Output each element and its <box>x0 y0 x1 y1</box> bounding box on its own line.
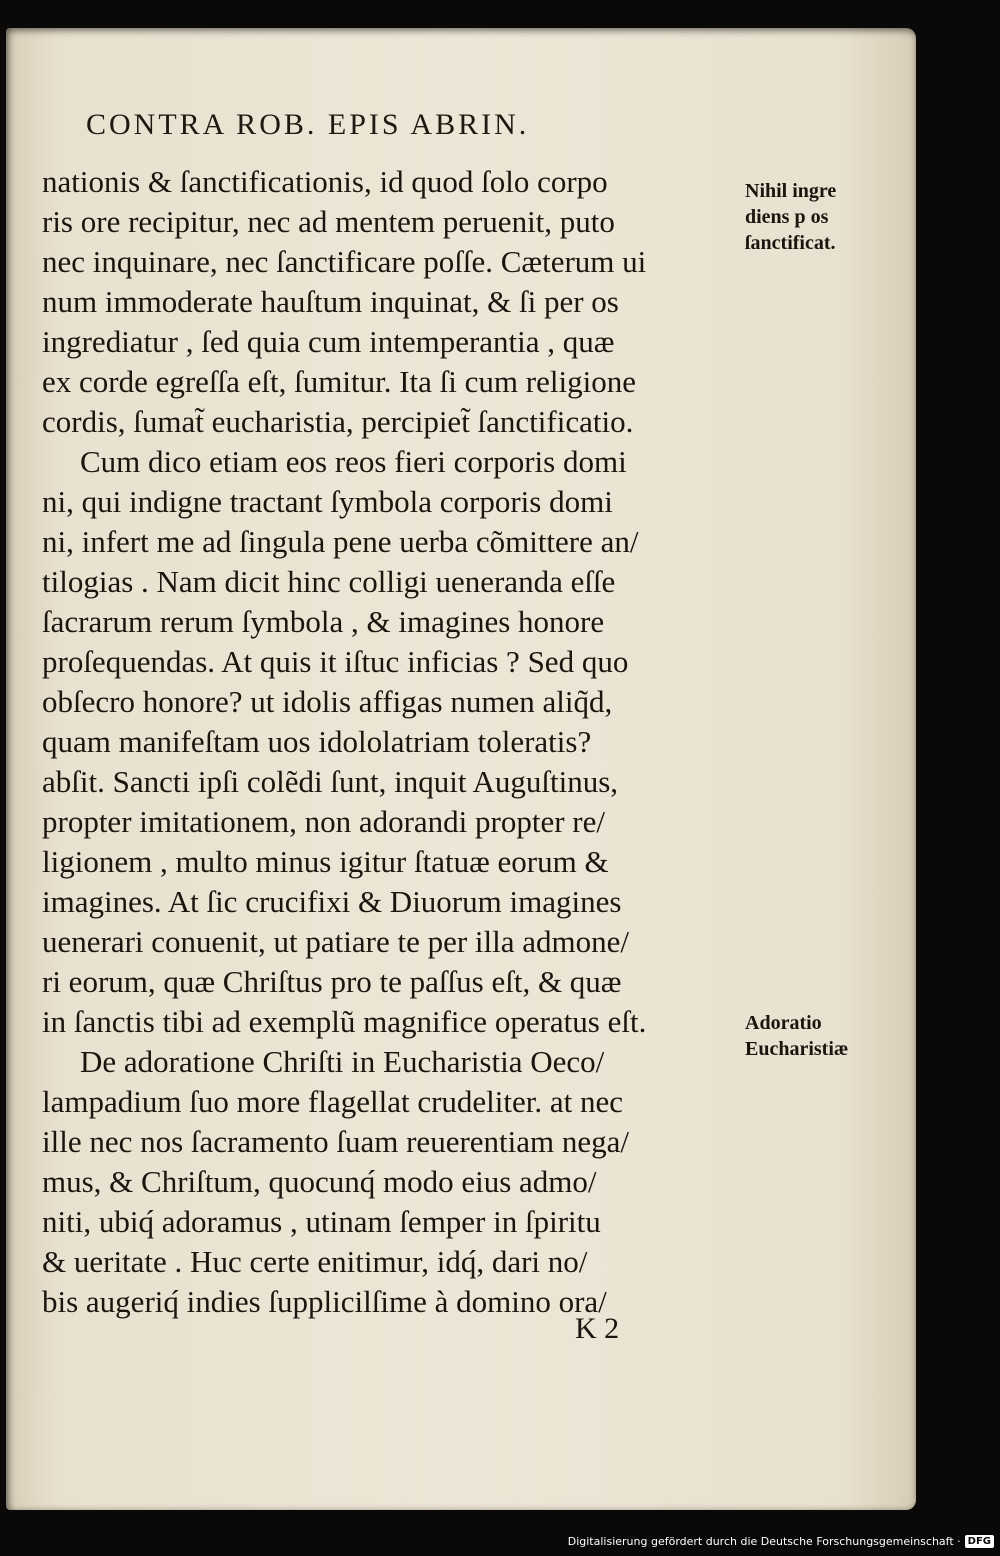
text-block <box>42 162 742 1322</box>
margin-note-line: Nihil ingre <box>745 180 837 202</box>
text-line: num immoderate hauſtum inquinat, & ſi per os <box>42 284 619 319</box>
text-line: ingrediatur , ſed quia cum intemperantia , quæ <box>42 324 615 359</box>
margin-note-line: ſanctificat. <box>745 232 836 254</box>
text-line: proſequendas. At quis it iſtuc inficias ? Sed quo <box>42 644 629 679</box>
text-line: bis augeriq́ indies ſupplicilſime à domino ora/ <box>42 1284 607 1319</box>
text-line: abſit. Sancti ipſi colẽdi ſunt, inquit Auguſtinus, <box>42 764 619 799</box>
text-line: ri eorum, quæ Chriſtus pro te paſſus eſt, & quæ <box>42 964 622 999</box>
text-line: niti, ubiq́ adoramus , utinam ſemper in ſpiritu <box>42 1204 601 1239</box>
signature-mark: K 2 <box>575 1312 620 1345</box>
text-line: ex corde egreſſa eſt, ſumitur. Ita ſi cum religione <box>42 364 636 399</box>
text-line: propter imitationem, non adorandi propter re/ <box>42 804 605 839</box>
margin-note-line: diens p os <box>745 206 829 228</box>
footer-credit: Digitalisierung gefördert durch die Deutsche Forschungsgemeinschaft · <box>567 1534 961 1548</box>
text-line: lampadium ſuo more flagellat crudeliter. at nec <box>42 1084 624 1119</box>
text-line: ni, infert me ad ſingula pene uerba cõmittere an/ <box>42 524 639 559</box>
dfg-logo: DFG <box>965 1535 994 1548</box>
margin-note <box>745 1010 880 1062</box>
text-line: uenerari conuenit, ut patiare te per illa admone/ <box>42 924 630 959</box>
footer <box>568 1530 994 1552</box>
margin-note-line: Eucharistiæ <box>745 1038 849 1060</box>
text-line: ille nec nos ſacramento ſuam reuerentiam nega/ <box>42 1124 630 1159</box>
text-line: ris ore recipitur, nec ad mentem peruenit, puto <box>42 204 615 239</box>
text-line: cordis, ſumat̃ eucharistia, percipiet̃ ſanctificatio. <box>42 404 634 439</box>
text-line: nec inquinare, nec ſanctificare poſſe. Cæterum ui <box>42 244 647 279</box>
text-line: ſacrarum rerum ſymbola , & imagines honore <box>42 604 605 639</box>
margin-note <box>745 178 880 256</box>
running-head: CONTRA ROB. EPIS ABRIN. <box>86 108 530 141</box>
text-line: & ueritate . Huc certe enitimur, idq́, dari no/ <box>42 1244 588 1279</box>
text-line: tilogias . Nam dicit hinc colligi ueneranda eſſe <box>42 564 616 599</box>
text-line: mus, & Chriſtum, quocunq́ modo eius admo/ <box>42 1164 597 1199</box>
text-line: quam manifeſtam uos idololatriam toleratis? <box>42 724 592 759</box>
text-line: in ſanctis tibi ad exemplũ magnifice operatus eſt. <box>42 1004 647 1039</box>
text-line: ligionem , multo minus igitur ſtatuæ eorum & <box>42 844 609 879</box>
text-line: ni, qui indigne tractant ſymbola corporis domi <box>42 484 613 519</box>
text-line: obſecro honore? ut idolis affigas numen aliq̃d, <box>42 684 613 719</box>
text-line: De adoratione Chriſti in Eucharistia Oeco/ <box>80 1044 605 1079</box>
margin-note-line: Adoratio <box>745 1012 822 1034</box>
text-line: nationis & ſanctificationis, id quod ſolo corpo <box>42 164 608 199</box>
text-line: Cum dico etiam eos reos fieri corporis domi <box>80 444 627 479</box>
text-line: imagines. At ſic crucifixi & Diuorum imagines <box>42 884 622 919</box>
